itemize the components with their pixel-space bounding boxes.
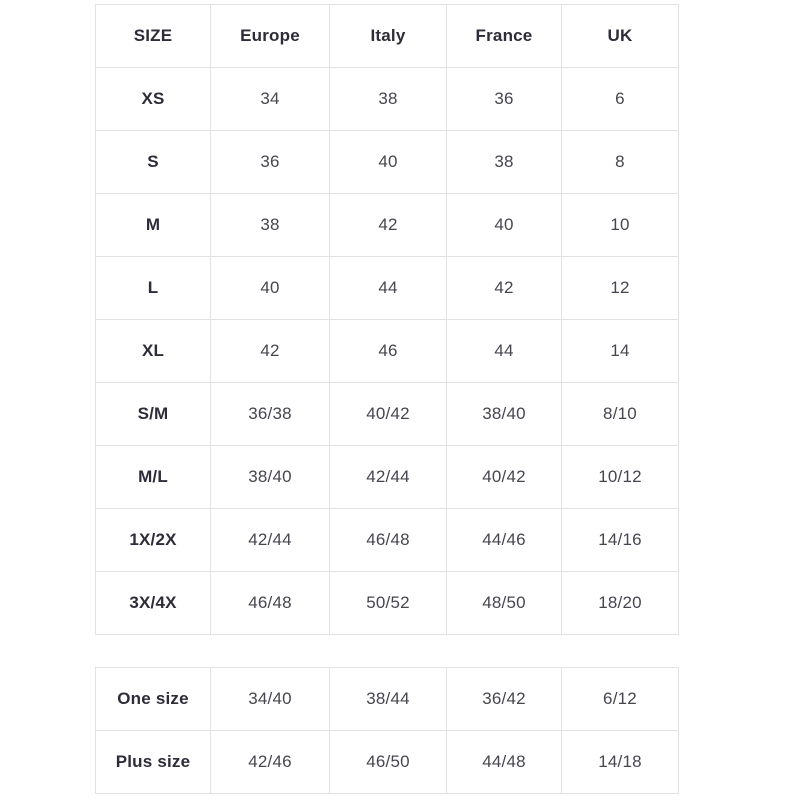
table-cell: 44 xyxy=(330,257,447,320)
table-cell: 40 xyxy=(211,257,330,320)
table-cell: 6/12 xyxy=(562,668,679,731)
table-cell: 34 xyxy=(211,68,330,131)
table-cell: 38 xyxy=(330,68,447,131)
table-row xyxy=(96,509,679,572)
size-conversion-table xyxy=(95,4,679,635)
table-cell: 40 xyxy=(330,131,447,194)
column-header-europe: Europe xyxy=(211,5,330,68)
table-row xyxy=(96,131,679,194)
table-cell: 36 xyxy=(447,68,562,131)
table-cell: 42 xyxy=(447,257,562,320)
table-cell: 36/38 xyxy=(211,383,330,446)
row-label: XS xyxy=(96,68,211,131)
column-header-size: SIZE xyxy=(96,5,211,68)
table-cell: 8 xyxy=(562,131,679,194)
table-cell: 46/48 xyxy=(211,572,330,635)
table-cell: 40/42 xyxy=(330,383,447,446)
row-label: S xyxy=(96,131,211,194)
table-cell: 40 xyxy=(447,194,562,257)
table-cell: 42/46 xyxy=(211,731,330,794)
table-cell: 46 xyxy=(330,320,447,383)
table-cell: 42 xyxy=(211,320,330,383)
table-cell: 38/40 xyxy=(447,383,562,446)
table-cell: 10/12 xyxy=(562,446,679,509)
table-cell: 6 xyxy=(562,68,679,131)
table-cell: 42/44 xyxy=(211,509,330,572)
table-cell: 38/44 xyxy=(330,668,447,731)
table-cell: 34/40 xyxy=(211,668,330,731)
row-label: M xyxy=(96,194,211,257)
table-row xyxy=(96,68,679,131)
column-header-uk: UK xyxy=(562,5,679,68)
table-cell: 48/50 xyxy=(447,572,562,635)
table-row xyxy=(96,668,679,731)
row-label: XL xyxy=(96,320,211,383)
table-row xyxy=(96,257,679,320)
special-size-table xyxy=(95,667,679,794)
table-cell: 40/42 xyxy=(447,446,562,509)
table-cell: 14 xyxy=(562,320,679,383)
table-cell: 12 xyxy=(562,257,679,320)
row-label: One size xyxy=(96,668,211,731)
table-cell: 46/50 xyxy=(330,731,447,794)
table-cell: 46/48 xyxy=(330,509,447,572)
row-label: Plus size xyxy=(96,731,211,794)
row-label: 1X/2X xyxy=(96,509,211,572)
table-cell: 44/48 xyxy=(447,731,562,794)
table-row xyxy=(96,572,679,635)
row-label: M/L xyxy=(96,446,211,509)
table-cell: 42 xyxy=(330,194,447,257)
table-cell: 38/40 xyxy=(211,446,330,509)
table-row xyxy=(96,194,679,257)
table-row xyxy=(96,731,679,794)
table-cell: 18/20 xyxy=(562,572,679,635)
table-cell: 36/42 xyxy=(447,668,562,731)
table-row xyxy=(96,383,679,446)
table-cell: 14/18 xyxy=(562,731,679,794)
row-label: S/M xyxy=(96,383,211,446)
column-header-france: France xyxy=(447,5,562,68)
table-cell: 38 xyxy=(211,194,330,257)
column-header-italy: Italy xyxy=(330,5,447,68)
table-row xyxy=(96,446,679,509)
table-cell: 8/10 xyxy=(562,383,679,446)
table-cell: 44/46 xyxy=(447,509,562,572)
table-cell: 44 xyxy=(447,320,562,383)
table-row xyxy=(96,320,679,383)
table-cell: 14/16 xyxy=(562,509,679,572)
table-cell: 50/52 xyxy=(330,572,447,635)
header-row xyxy=(96,5,679,68)
table-cell: 38 xyxy=(447,131,562,194)
row-label: 3X/4X xyxy=(96,572,211,635)
row-label: L xyxy=(96,257,211,320)
table-cell: 42/44 xyxy=(330,446,447,509)
table-cell: 36 xyxy=(211,131,330,194)
table-cell: 10 xyxy=(562,194,679,257)
